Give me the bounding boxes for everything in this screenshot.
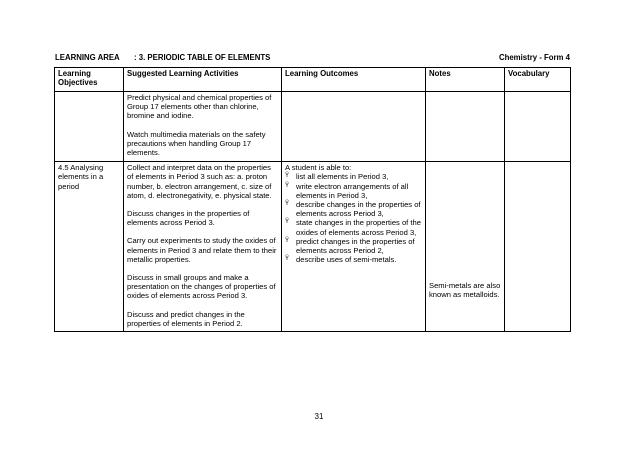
column-header-vocabulary: Vocabulary <box>505 68 571 92</box>
vocabulary-cell <box>505 162 571 332</box>
activities-cell <box>124 92 282 162</box>
bullet-icon: Ÿ <box>285 201 290 208</box>
outcomes-cell <box>282 92 426 162</box>
activity-item: Discuss in small groups and make a presentation on the changes of properties of oxides of elements across Period 3. <box>127 273 276 301</box>
list-item <box>285 255 422 264</box>
notes-cell <box>426 162 505 332</box>
outcomes-list <box>285 172 422 264</box>
outcomes-intro: A student is able to: <box>285 163 352 173</box>
document-header <box>55 53 570 65</box>
objective-cell: 4.5 Analysing elements in a period <box>55 162 124 332</box>
learning-area-label: LEARNING AREA <box>55 53 120 62</box>
page-number: 31 <box>314 412 324 421</box>
outcome-text: describe uses of semi-metals. <box>296 255 397 265</box>
list-item <box>285 182 422 200</box>
column-header-activities: Suggested Learning Activities <box>124 68 282 92</box>
subject-label: Chemistry - Form 4 <box>498 53 570 62</box>
outcome-text: state changes in the properties of the oxides of elements across Period 3, <box>296 218 421 237</box>
bullet-icon: Ÿ <box>285 173 290 180</box>
outcome-text: describe changes in the properties of elements across Period 3, <box>296 200 421 219</box>
activity-item: Discuss changes in the properties of elements across Period 3. <box>127 209 250 228</box>
notes-text: Semi-metals are also known as metalloids. <box>429 281 501 300</box>
topic-title: : 3. PERIODIC TABLE OF ELEMENTS <box>134 53 271 62</box>
notes-cell <box>426 92 505 162</box>
bullet-icon: Ÿ <box>285 237 290 244</box>
activity-item: Watch multimedia materials on the safety precautions when handling Group 17 elements. <box>127 129 266 158</box>
bullet-icon: Ÿ <box>285 219 290 226</box>
outcome-text: list all elements in Period 3, <box>296 172 389 182</box>
bullet-icon: Ÿ <box>285 256 290 263</box>
table-header-row <box>55 68 571 92</box>
vocabulary-cell <box>505 92 571 162</box>
column-header-notes: Notes <box>426 68 505 92</box>
column-header-outcomes: Learning Outcomes <box>282 68 426 92</box>
activities-cell <box>124 162 282 332</box>
activity-item: Predict physical and chemical properties of Group 17 elements other than chlorine, bromine and iodine. <box>127 93 272 121</box>
objective-cell <box>55 92 124 162</box>
syllabus-table <box>54 67 571 332</box>
table-row <box>55 162 571 332</box>
list-item <box>285 237 422 255</box>
list-item <box>285 200 422 218</box>
outcome-text: write electron arrangements of all elements in Period 3, <box>296 181 409 200</box>
list-item <box>285 172 422 181</box>
bullet-icon: Ÿ <box>285 182 290 189</box>
outcomes-cell <box>282 162 426 332</box>
outcome-text: predict changes in the properties of elements across Period 2, <box>296 236 415 256</box>
activity-item: Discuss and predict changes in the properties of elements in Period 2. <box>127 309 245 328</box>
column-header-objectives: Learning Objectives <box>55 68 124 92</box>
activity-item: Carry out experiments to study the oxides of elements in Period 3 and relate them to their metallic properties. <box>127 236 277 264</box>
activity-item: Collect and interpret data on the properties of elements in Period 3 such as: a. proton number, b. electron arrangement, c. size of atom, d. electronegativity, e. physical state. <box>127 163 272 200</box>
table-row <box>55 92 571 162</box>
list-item <box>285 218 422 236</box>
